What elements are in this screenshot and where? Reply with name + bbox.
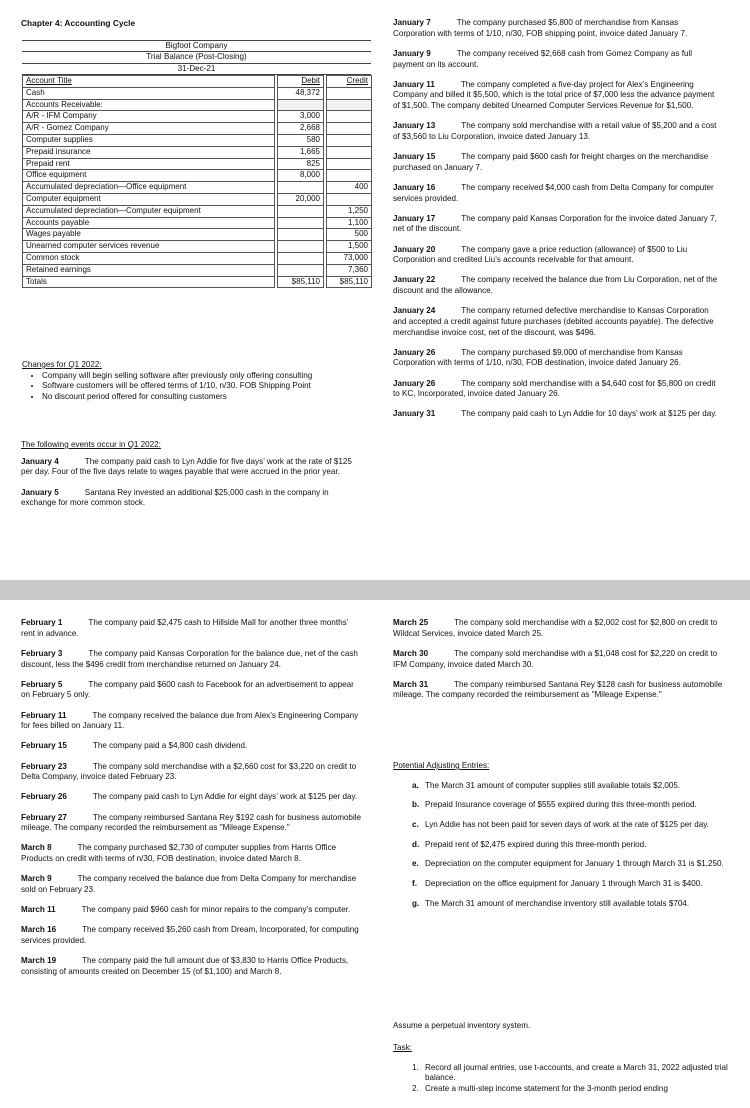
list-text: Depreciation on the office equipment for January 1 through March 31 is $400. xyxy=(425,879,703,889)
event-item xyxy=(21,813,363,834)
table-row xyxy=(23,229,372,241)
account-title-cell: Accumulated depreciation—Office equipment xyxy=(23,182,275,194)
changes-heading: Changes for Q1 2022: xyxy=(22,360,102,369)
event-description: The company received the balance due from Delta Company for merchandise sold on February 23. xyxy=(21,874,357,894)
list-text: Depreciation on the computer equipment for January 1 through March 31 is $1,250. xyxy=(425,859,724,869)
event-description: The company paid cash to Lyn Addie for 10 days’ work at $125 per day. xyxy=(461,409,717,419)
event-item xyxy=(393,649,723,670)
event-item xyxy=(393,680,723,701)
event-date: February 1 xyxy=(21,618,63,627)
event-date: January 22 xyxy=(393,275,436,285)
event-date: January 31 xyxy=(393,409,436,419)
account-title-cell: A/R - IFM Company xyxy=(23,111,275,123)
list-text: Prepaid Insurance coverage of $555 expired during this three-month period. xyxy=(425,800,697,810)
event-date: March 16 xyxy=(21,925,57,935)
event-description: The company paid $600 cash to Facebook for an advertisement to appear on February 5 only. xyxy=(21,679,354,700)
table-row xyxy=(23,276,372,288)
account-title-cell: A/R - Gomez Company xyxy=(23,123,275,135)
credit-cell xyxy=(327,194,372,206)
account-title-cell: Computer supplies xyxy=(23,135,275,147)
account-title-cell: Wages payable xyxy=(23,229,275,241)
event-item xyxy=(393,152,721,173)
event-date: January 24 xyxy=(393,306,436,316)
debit-cell: 8,000 xyxy=(278,170,324,182)
event-date: March 25 xyxy=(393,618,429,627)
event-date: January 26 xyxy=(393,347,436,357)
credit-cell xyxy=(327,87,372,99)
table-row xyxy=(23,264,372,276)
list-text: Prepaid rent of $2,475 expired during this three-month period. xyxy=(425,839,647,849)
list-text: Lyn Addie has not been paid for seven days of work at the rate of $125 per day. xyxy=(425,820,709,830)
event-description: The company received $5,260 cash from Dream, Incorporated, for computing services provided. xyxy=(21,925,359,945)
event-item xyxy=(21,741,363,752)
event-item xyxy=(393,121,721,142)
credit-cell xyxy=(327,146,372,158)
event-date: January 11 xyxy=(393,79,435,89)
list-marker: c. xyxy=(412,820,419,830)
credit-cell: 500 xyxy=(327,229,372,241)
event-description: The company paid $960 cash for minor repairs to the company’s computer. xyxy=(81,905,351,915)
account-title-cell: Office equipment xyxy=(23,170,275,182)
changes-section xyxy=(22,360,372,403)
list-item xyxy=(412,800,738,811)
event-date: February 27 xyxy=(21,812,67,822)
credit-cell: 73,000 xyxy=(327,253,372,265)
table-row xyxy=(23,217,372,229)
event-description: The company paid a $4,800 cash dividend. xyxy=(92,741,248,751)
debit-cell xyxy=(278,99,324,111)
event-item xyxy=(393,275,721,296)
event-date: February 3 xyxy=(21,648,63,658)
debit-cell: 3,000 xyxy=(278,111,324,123)
event-item xyxy=(393,80,721,112)
assumption-note: Assume a perpetual inventory system. xyxy=(393,1021,531,1030)
event-item xyxy=(393,348,721,369)
list-item xyxy=(412,859,738,870)
debit-cell: 20,000 xyxy=(278,194,324,206)
event-description: The company completed a five-day project for Alex’s Engineering Company and billed it $5,500, which is the total price of $7,000 less the advance payment of $1,500. The company debited Unearned Computer Services Revenue for $1,500. xyxy=(393,79,715,111)
event-date: February 15 xyxy=(21,741,67,751)
event-item xyxy=(21,905,363,916)
event-date: January 26 xyxy=(393,378,436,388)
account-title-cell: Prepaid rent xyxy=(23,158,275,170)
task-heading: Task: xyxy=(393,1043,412,1052)
events-heading: The following events occur in Q1 2022: xyxy=(21,440,161,449)
event-description: The company sold merchandise with a $2,002 cost for $2,800 on credit to Wildcat Services, invoice dated March 25. xyxy=(393,618,718,638)
account-title-cell: Common stock xyxy=(23,253,275,265)
credit-cell: 1,100 xyxy=(327,217,372,229)
adjusting-heading: Potential Adjusting Entries: xyxy=(393,761,490,770)
list-marker: e. xyxy=(412,859,419,869)
trial-balance-date: 31-Dec-21 xyxy=(22,64,371,75)
event-item xyxy=(21,874,363,895)
table-row xyxy=(23,194,372,206)
event-description: The company paid Kansas Corporation for the invoice dated January 7, net of the discount. xyxy=(393,213,717,234)
list-marker: f. xyxy=(412,879,417,889)
list-item xyxy=(412,780,738,792)
list-marker: 2. xyxy=(412,1084,419,1094)
credit-cell: $85,110 xyxy=(327,276,372,288)
list-marker: 1. xyxy=(412,1062,419,1072)
event-item xyxy=(21,457,356,478)
event-date: January 17 xyxy=(393,213,436,223)
debit-cell: 825 xyxy=(278,158,324,170)
event-list-left-top xyxy=(21,457,356,509)
event-date: March 9 xyxy=(21,874,52,884)
events-intro xyxy=(21,440,356,518)
debit-cell: 580 xyxy=(278,135,324,147)
adjusting-entries xyxy=(393,761,738,918)
account-title-cell: Prepaid insurance xyxy=(23,146,275,158)
credit-cell xyxy=(327,135,372,147)
event-description: The company purchased $5,800 of merchandise from Kansas Corporation with terms of 1/10, n/30, FOB shipping point, invoice dated January 7. xyxy=(393,18,688,38)
debit-cell xyxy=(278,264,324,276)
event-list-right-top xyxy=(393,18,721,430)
event-date: March 19 xyxy=(21,956,57,966)
event-description: The company reimbursed Santana Rey $128 cash for business automobile mileage. The company recorded the reimbursement as "Mileage Expense." xyxy=(393,679,723,700)
event-description: The company paid cash to Lyn Addie for five days’ work at the rate of $125 per day. Four of the five days relate to wages payable that were accrued in the prior year. xyxy=(21,456,352,477)
event-date: March 11 xyxy=(21,905,56,915)
page-separator xyxy=(0,580,750,600)
debit-cell xyxy=(278,182,324,194)
debit-cell: 2,668 xyxy=(278,123,324,135)
chapter-title: Chapter 4: Accounting Cycle xyxy=(21,18,136,28)
list-marker: a. xyxy=(412,780,419,790)
event-item xyxy=(21,618,363,639)
debit-cell xyxy=(278,241,324,253)
credit-cell xyxy=(327,158,372,170)
account-title-cell: Totals xyxy=(23,276,275,288)
credit-cell: 1,500 xyxy=(327,241,372,253)
debit-cell xyxy=(278,253,324,265)
event-date: March 8 xyxy=(21,843,52,853)
event-item xyxy=(21,649,363,670)
task-section xyxy=(393,1043,738,1095)
credit-cell: 1,250 xyxy=(327,205,372,217)
event-list-right-bottom xyxy=(393,618,723,711)
event-description: The company purchased $9,000 of merchandise from Kansas Corporation with terms of 1/10, n/30, FOB destination, invoice dated January 26. xyxy=(393,347,683,368)
credit-cell xyxy=(327,99,372,111)
event-item xyxy=(393,409,721,420)
column-header-credit: Credit xyxy=(327,76,372,88)
account-title-cell: Accounts Receivable: xyxy=(23,99,275,111)
event-item xyxy=(21,792,363,803)
credit-cell xyxy=(327,170,372,182)
event-date: March 31 xyxy=(393,679,429,689)
list-item xyxy=(412,879,738,890)
account-title-cell: Accumulated depreciation—Computer equipment xyxy=(23,205,275,217)
event-description: The company returned defective merchandise to Kansas Corporation and accepted a credit against future purchases (debited accounts payable). The defective merchandise invoice cost, net of the discount, was $496. xyxy=(393,306,714,337)
list-marker: b. xyxy=(412,800,420,810)
account-title-cell: Unearned computer services revenue xyxy=(23,241,275,253)
event-item xyxy=(393,18,721,39)
event-description: The company received the balance due from Liu Corporation, net of the discount and the allowance. xyxy=(393,275,718,296)
table-row xyxy=(23,182,372,194)
list-item xyxy=(412,839,738,851)
event-date: February 26 xyxy=(21,792,67,802)
table-row xyxy=(23,241,372,253)
debit-cell xyxy=(278,205,324,217)
changes-list xyxy=(22,371,372,403)
event-description: The company received $4,000 cash from Delta Company for computer services provided. xyxy=(393,182,714,203)
event-item xyxy=(393,183,721,204)
event-date: February 5 xyxy=(21,679,63,689)
event-description: The company purchased $2,730 of computer supplies from Harris Office Products on credit with terms of n/30, FOB destination, invoice dated March 8. xyxy=(21,843,337,864)
event-item xyxy=(21,956,363,977)
event-description: The company paid cash to Lyn Addie for eight days’ work at $125 per day. xyxy=(92,792,358,802)
debit-cell: $85,110 xyxy=(278,276,324,288)
table-row xyxy=(23,158,372,170)
event-date: January 16 xyxy=(393,182,436,192)
event-description: The company sold merchandise with a retail value of $5,200 and a cost of $3,560 to Liu Corporation, invoice dated January 13. xyxy=(393,121,717,141)
task-list xyxy=(393,1063,738,1095)
event-list-left-bottom xyxy=(21,618,363,987)
event-description: The company gave a price reduction (allowance) of $500 to Liu Corporation and credited Liu’s accounts receivable for that amount. xyxy=(393,244,688,265)
credit-cell xyxy=(327,111,372,123)
debit-cell: 48,372 xyxy=(278,87,324,99)
change-item: • Software customers will be offered terms of 1/10, n/30. FOB Shipping Point xyxy=(42,381,372,392)
event-item xyxy=(393,245,721,266)
column-header-debit: Debit xyxy=(278,76,324,88)
list-item xyxy=(412,1084,738,1095)
event-item xyxy=(21,762,363,783)
debit-cell: 1,665 xyxy=(278,146,324,158)
event-date: January 5 xyxy=(21,487,59,497)
event-item xyxy=(393,49,721,70)
event-description: The company paid the full amount due of $3,830 to Harris Office Products, consisting of amounts created on December 15 (of $1,100) and March 8. xyxy=(21,956,349,976)
trial-balance-title: Trial Balance (Post-Closing) xyxy=(22,52,371,63)
change-item: • Company will begin selling software after previously only offering consulting xyxy=(42,371,372,382)
event-description: The company paid Kansas Corporation for the balance due, net of the cash discount, less the $496 credit from merchandise returned on January 24. xyxy=(21,648,358,669)
debit-cell xyxy=(278,229,324,241)
table-row xyxy=(23,170,372,182)
credit-cell: 7,360 xyxy=(327,264,372,276)
list-text: The March 31 amount of merchandise inventory still available totals $704. xyxy=(425,898,690,908)
trial-balance-table xyxy=(22,75,372,288)
event-item xyxy=(393,379,721,400)
debit-cell xyxy=(278,217,324,229)
event-description: Santana Rey invested an additional $25,000 cash in the company in exchange for more common stock. xyxy=(21,487,329,508)
table-row xyxy=(23,123,372,135)
list-marker: d. xyxy=(412,839,420,849)
adjusting-list xyxy=(393,781,738,910)
table-row xyxy=(23,146,372,158)
table-row xyxy=(23,111,372,123)
event-date: February 11 xyxy=(21,710,67,720)
list-text: Record all journal entries, use t-accounts, and create a March 31, 2022 adjusted trial balance. xyxy=(425,1062,728,1083)
list-text: The March 31 amount of computer supplies still available totals $2,005. xyxy=(425,780,681,790)
event-date: January 13 xyxy=(393,121,436,131)
list-item xyxy=(412,898,738,910)
table-row xyxy=(23,253,372,265)
event-item xyxy=(21,925,363,946)
event-description: The company received the balance due from Alex’s Engineering Company for fees billed on January 11. xyxy=(21,710,359,731)
list-marker: g. xyxy=(412,898,420,908)
event-date: January 9 xyxy=(393,48,431,58)
event-date: January 15 xyxy=(393,152,436,162)
event-item xyxy=(393,306,721,338)
event-description: The company paid $600 cash for freight charges on the merchandise purchased on January 7. xyxy=(393,152,709,172)
event-description: The company paid $2,475 cash to Hillside Mall for another three months’ rent in advance. xyxy=(21,618,349,638)
event-description: The company received $2,668 cash from Gomez Company as full payment on its account. xyxy=(393,48,693,69)
event-description: The company reimbursed Santana Rey $192 cash for business automobile mileage. The company recorded the reimbursement as "Mileage Expense." xyxy=(21,812,362,833)
event-description: The company sold merchandise with a $1,048 cost for $2,220 on credit to IFM Company, invoice dated March 30. xyxy=(393,648,718,669)
table-row xyxy=(23,87,372,99)
event-date: January 4 xyxy=(21,456,59,466)
list-text: Create a multi-step income statement for the 3-month period ending xyxy=(425,1084,668,1094)
event-description: The company sold merchandise with a $4,640 cost for $5,800 on credit to KC, Incorporated, invoice dated January 26. xyxy=(393,378,716,399)
account-title-cell: Cash xyxy=(23,87,275,99)
change-item: • No discount period offered for consulting customers xyxy=(42,392,372,403)
event-date: January 7 xyxy=(393,18,431,27)
event-item xyxy=(393,214,721,235)
event-date: January 20 xyxy=(393,244,436,254)
account-title-cell: Computer equipment xyxy=(23,194,275,206)
table-header-row xyxy=(23,76,372,88)
column-header-account: Account Title xyxy=(23,76,275,88)
event-item xyxy=(393,618,723,639)
event-description: The company sold merchandise with a $2,660 cost for $3,220 on credit to Delta Company, invoice dated February 23. xyxy=(21,761,357,782)
event-item xyxy=(21,488,356,509)
table-row xyxy=(23,135,372,147)
account-title-cell: Accounts payable xyxy=(23,217,275,229)
table-row xyxy=(23,205,372,217)
event-item xyxy=(21,711,363,732)
trial-balance xyxy=(22,40,371,288)
event-item xyxy=(21,680,363,701)
trial-balance-header xyxy=(22,40,371,75)
event-item xyxy=(21,843,363,864)
event-date: February 23 xyxy=(21,761,67,771)
credit-cell: 400 xyxy=(327,182,372,194)
list-item xyxy=(412,820,738,831)
table-row xyxy=(23,99,372,111)
account-title-cell: Retained earnings xyxy=(23,264,275,276)
company-name: Bigfoot Company xyxy=(22,40,371,52)
credit-cell xyxy=(327,123,372,135)
event-date: March 30 xyxy=(393,648,429,658)
list-item xyxy=(412,1062,738,1084)
